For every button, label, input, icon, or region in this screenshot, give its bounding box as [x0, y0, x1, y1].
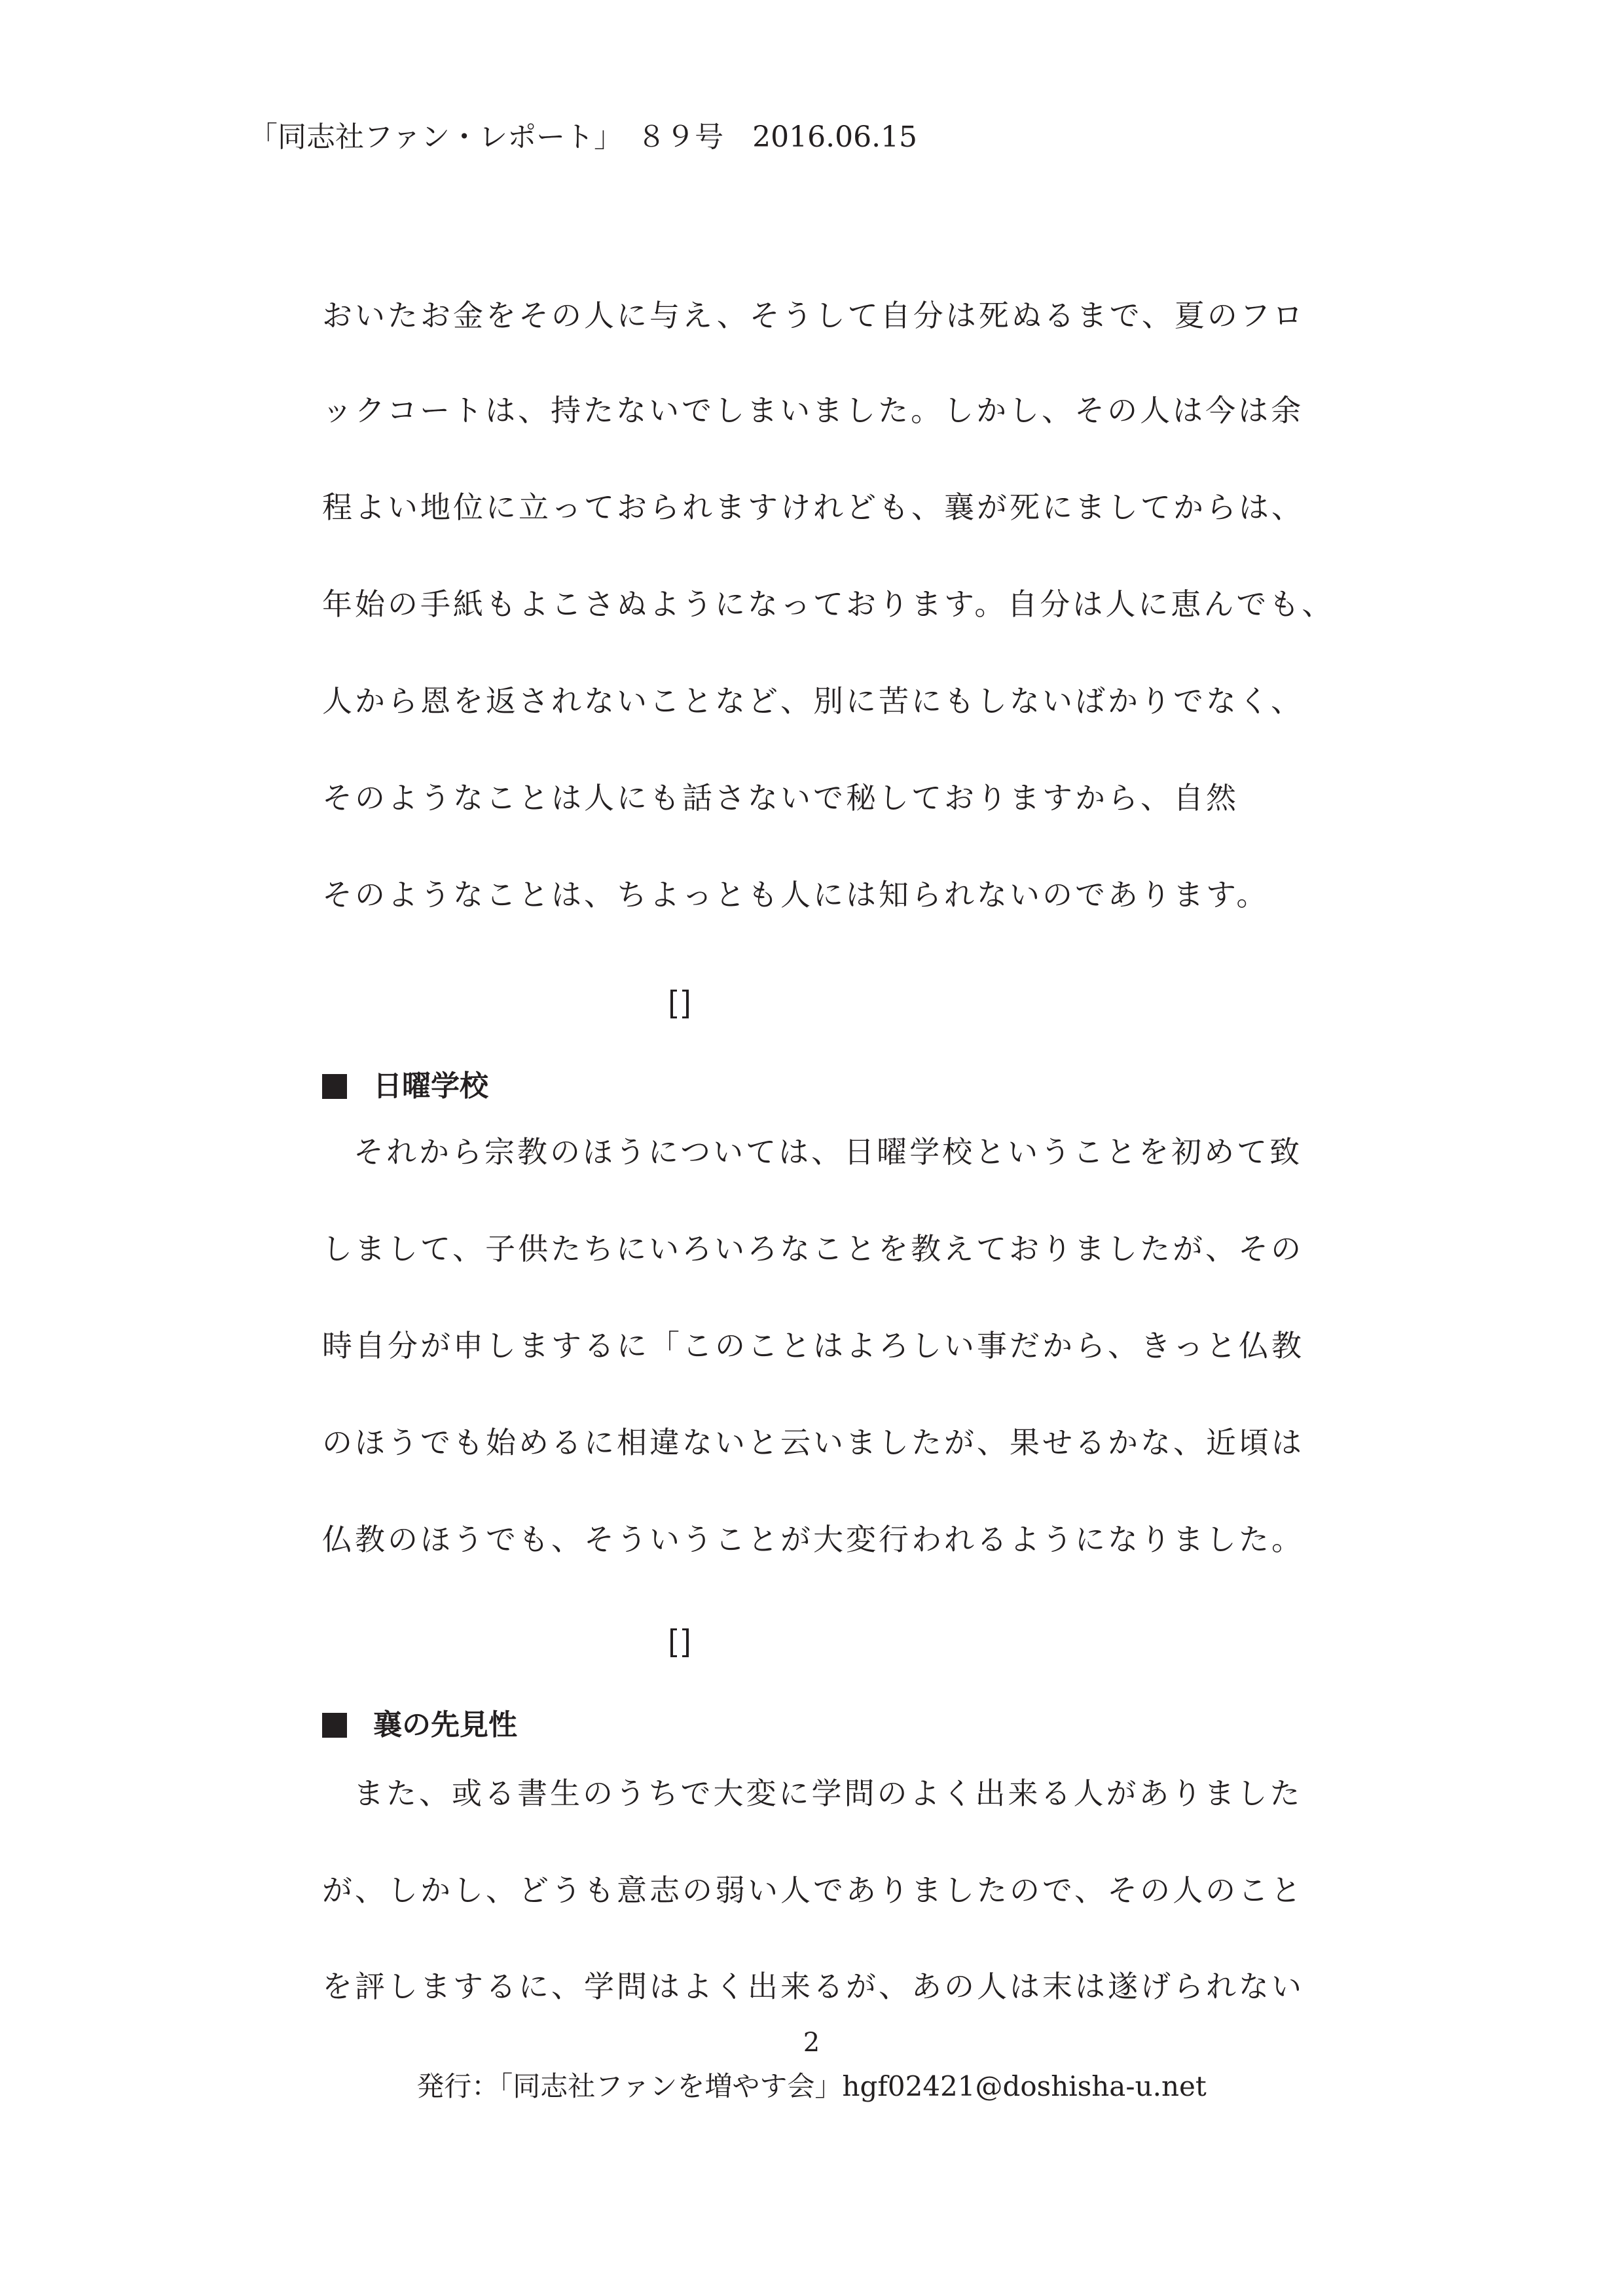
body-line: 仏教のほうでも、そういうことが大変行われるようになりました。	[322, 1522, 1304, 1557]
missing-glyph-placeholder	[670, 1628, 689, 1657]
section-heading-sunday-school	[322, 1068, 488, 1105]
body-line: また、或る書生のうちで大変に学問のよく出来る人がありました	[354, 1776, 1303, 1811]
body-line: を評しまするに、学問はよく出来るが、あの人は末は遂げられない	[322, 1969, 1304, 2004]
body-line: そのようなことは人にも話さないで秘しておりますから、自然	[322, 780, 1239, 816]
page-number: 2	[803, 2028, 820, 2058]
body-line: が、しかし、どうも意志の弱い人でありましたので、その人のこと	[322, 1873, 1304, 1908]
body-line: 時自分が申しまするに「このことはよろしい事だから、きっと仏教	[322, 1328, 1304, 1363]
square-bullet-icon	[322, 1713, 347, 1738]
square-bullet-icon	[322, 1074, 347, 1099]
section-heading-text: 襄の先見性	[373, 1708, 517, 1742]
body-line: ックコートは、持たないでしまいました。しかし、その人は今は余	[322, 393, 1304, 428]
section-heading-text: 日曜学校	[373, 1069, 488, 1103]
body-line: 程よい地位に立っておられますけれども、襄が死にましてからは、	[322, 490, 1304, 525]
page-header: 「同志社ファン・レポート」 ８９号 2016.06.15	[249, 120, 918, 154]
body-line: 年始の手紙もよこさぬようになっております。自分は人に恵んでも、	[322, 586, 1335, 622]
body-line: のほうでも始めるに相違ないと云いましたが、果せるかな、近頃は	[322, 1425, 1304, 1460]
section-heading-foresight	[322, 1707, 517, 1744]
body-line: そのようなことは、ちよっとも人には知られないのであります。	[322, 877, 1269, 912]
body-line: それから宗教のほうについては、日曜学校ということを初めて致	[354, 1134, 1303, 1170]
body-line: おいたお金をその人に与え、そうして自分は死ぬるまで、夏のフロ	[322, 298, 1305, 333]
footer-publisher: 発行：「同志社ファンを増やす会」hgf02421@doshisha-u.net	[416, 2070, 1207, 2102]
body-line: 人から恩を返されないことなど、別に苦にもしないばかりでなく、	[322, 683, 1304, 719]
missing-glyph-placeholder	[670, 990, 689, 1018]
body-line: しまして、子供たちにいろいろなことを教えておりましたが、その	[322, 1231, 1304, 1266]
